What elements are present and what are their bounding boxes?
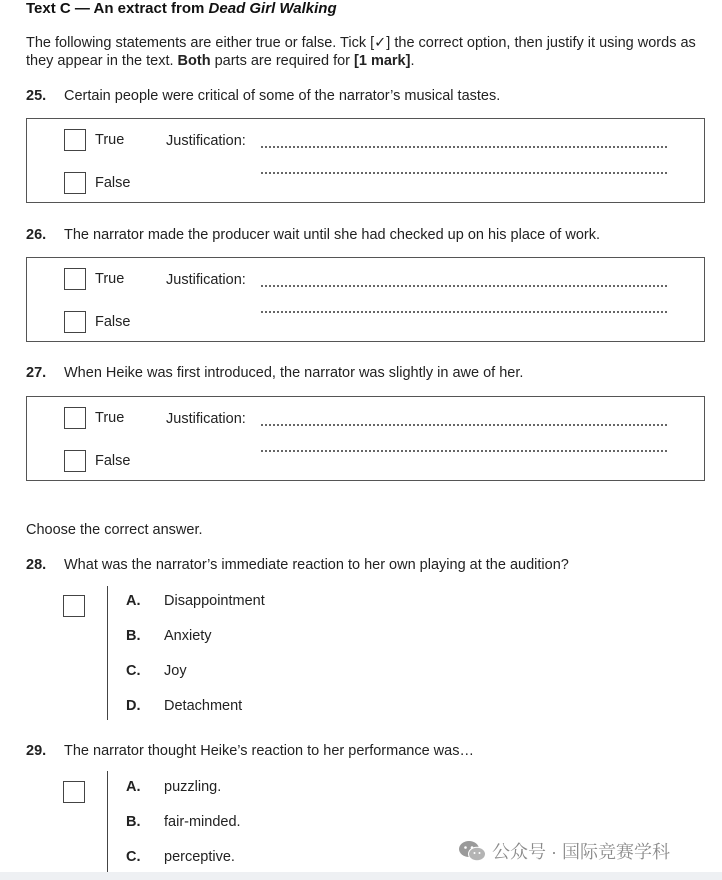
answer-box-27 xyxy=(26,396,705,481)
instructions: The following statements are either true or false. Tick [✓] the correct option, then justify it using words as they appear in the text. Both parts are required for [1 mark]. xyxy=(26,35,696,69)
option-letter: C. xyxy=(126,849,141,865)
justification-label: Justification: xyxy=(166,411,246,427)
section-title: Text C — An extract from Dead Girl Walking xyxy=(26,0,337,17)
justification-line[interactable] xyxy=(261,424,667,426)
answer-box-25 xyxy=(26,118,705,203)
divider xyxy=(107,771,108,875)
divider xyxy=(107,586,108,720)
true-label: True xyxy=(95,271,125,287)
option-text: fair-minded. xyxy=(164,814,241,830)
watermark xyxy=(458,838,670,864)
bottom-strip xyxy=(0,872,722,880)
option-letter: C. xyxy=(126,663,141,679)
true-checkbox[interactable] xyxy=(64,268,86,290)
question-28: 28. What was the narrator’s immediate reaction to her own playing at the audition? xyxy=(26,557,569,573)
answer-checkbox-29[interactable] xyxy=(63,781,85,803)
option-letter: A. xyxy=(126,593,141,609)
option-letter: B. xyxy=(126,814,141,830)
false-checkbox[interactable] xyxy=(64,311,86,333)
option-text: Disappointment xyxy=(164,593,265,609)
true-label: True xyxy=(95,410,125,426)
option-text: Detachment xyxy=(164,698,243,714)
false-label: False xyxy=(95,314,131,330)
question-29: 29. The narrator thought Heike’s reaction to her performance was… xyxy=(26,743,474,759)
true-checkbox[interactable] xyxy=(64,129,86,151)
true-checkbox[interactable] xyxy=(64,407,86,429)
option-text: puzzling. xyxy=(164,779,222,795)
watermark-text: 公众号 · 国际竞赛学科 xyxy=(492,842,670,862)
wechat-icon xyxy=(458,840,486,862)
true-label: True xyxy=(95,132,125,148)
justification-line[interactable] xyxy=(261,172,667,174)
option-text: Joy xyxy=(164,663,187,679)
false-label: False xyxy=(95,453,131,469)
question-26: 26. The narrator made the producer wait until she had checked up on his place of work. xyxy=(26,227,600,243)
answer-checkbox-28[interactable] xyxy=(63,595,85,617)
justification-line[interactable] xyxy=(261,146,667,148)
option-text: perceptive. xyxy=(164,849,235,865)
justification-label: Justification: xyxy=(166,272,246,288)
answer-box-26 xyxy=(26,257,705,342)
false-label: False xyxy=(95,175,131,191)
false-checkbox[interactable] xyxy=(64,172,86,194)
option-text: Anxiety xyxy=(164,628,212,644)
option-letter: A. xyxy=(126,779,141,795)
choose-instruction: Choose the correct answer. xyxy=(26,522,203,538)
false-checkbox[interactable] xyxy=(64,450,86,472)
question-27: 27. When Heike was first introduced, the narrator was slightly in awe of her. xyxy=(26,365,524,381)
justification-line[interactable] xyxy=(261,285,667,287)
option-letter: B. xyxy=(126,628,141,644)
justification-line[interactable] xyxy=(261,450,667,452)
justification-line[interactable] xyxy=(261,311,667,313)
option-letter: D. xyxy=(126,698,141,714)
question-25: 25. Certain people were critical of some of the narrator’s musical tastes. xyxy=(26,88,501,104)
justification-label: Justification: xyxy=(166,133,246,149)
